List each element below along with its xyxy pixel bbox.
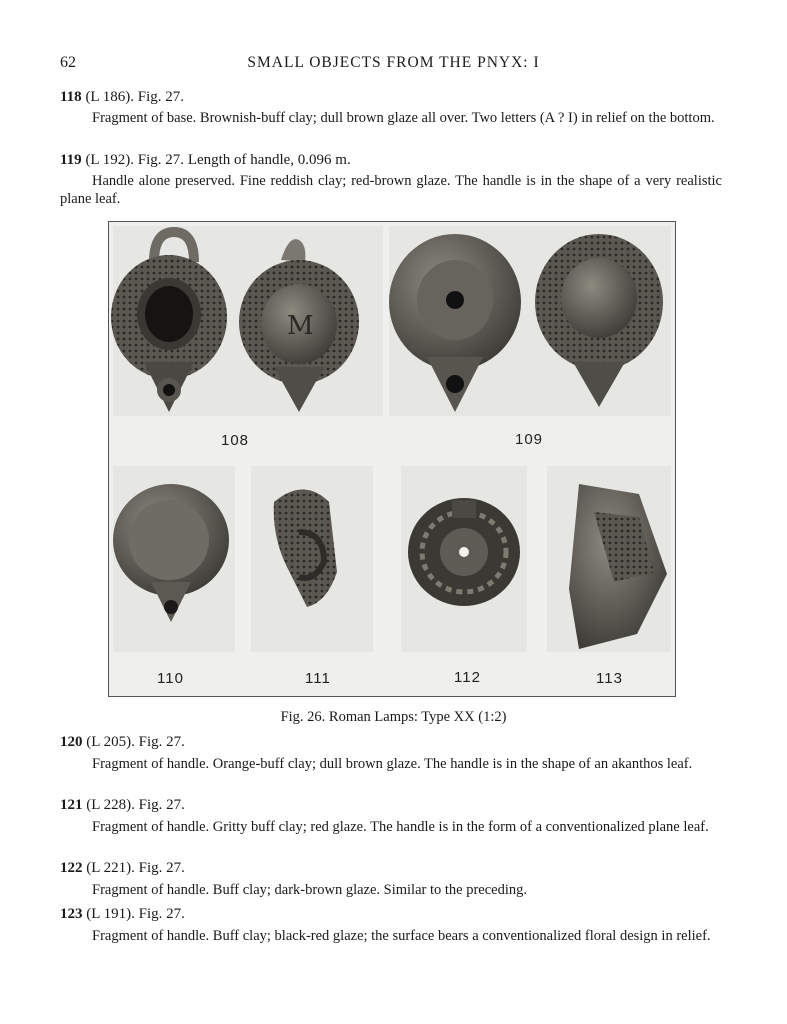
entry-122-text: Fragment of handle. Buff clay; dark-brown glaze. Similar to the preceding. (92, 882, 527, 898)
lamp-113-fragment (569, 484, 667, 649)
lamp-110 (113, 484, 229, 622)
lamp-109-bottom-view (535, 234, 663, 407)
entry-121-heading (60, 797, 185, 814)
entry-119-heading (60, 152, 351, 169)
entry-ref: (L 186). (85, 89, 135, 105)
entry-ref: (L 228). (86, 797, 135, 813)
entry-number: 123 (60, 906, 83, 922)
figure-caption: Fig. 26. Roman Lamps: Type XX (1:2) (280, 709, 507, 725)
entry-ref: (L 191). (86, 906, 135, 922)
lamp-108-bottom-view (239, 239, 359, 412)
figure-label-112: 112 (454, 669, 481, 686)
entry-number: 119 (60, 152, 82, 168)
entry-number: 120 (60, 734, 83, 750)
lamp-109-top-view (389, 234, 521, 412)
entry-118-heading (60, 89, 184, 106)
figure-label-109: 109 (515, 431, 544, 448)
entry-120-text: Fragment of handle. Orange-buff clay; dull brown glaze. The handle is in the shape of an akanthos leaf. (92, 756, 693, 772)
lamp-photographs (109, 222, 675, 696)
entry-123-text: Fragment of handle. Buff clay; black-red glaze; the surface bears a conventionalized floral design in relief. (92, 928, 711, 944)
entry-extra: Length of handle, 0.096 m. (187, 152, 351, 168)
entry-number: 121 (60, 797, 83, 813)
figure-label-113: 113 (596, 670, 623, 687)
entry-fig: Fig. 27. (137, 89, 185, 105)
entry-120-heading (60, 734, 185, 751)
figure-label-110: 110 (157, 670, 184, 687)
figure-label-108: 108 (221, 432, 250, 449)
figure-plate-roman-lamps (108, 221, 676, 697)
running-header-title: SMALL OBJECTS FROM THE PNYX: I (247, 54, 540, 71)
page-number: 62 (60, 54, 76, 71)
entry-121-text: Fragment of handle. Gritty buff clay; red glaze. The handle is in the form of a conventionalized plane leaf. (92, 819, 709, 835)
entry-119-text: Handle alone preserved. Fine reddish clay; red-brown glaze. The handle is in the shape of a very realistic plane leaf. (60, 173, 722, 207)
lamp-108-top-view (111, 232, 227, 412)
figure-label-111: 111 (305, 670, 331, 687)
svg-text:M: M (287, 311, 314, 341)
entry-number: 118 (60, 89, 82, 105)
entry-ref: (L 221). (86, 860, 135, 876)
entry-fig: Fig. 27. (138, 906, 185, 922)
entry-ref: (L 192). (85, 152, 135, 168)
lamp-111-fragment (274, 490, 337, 608)
entry-123-heading (60, 906, 185, 923)
entry-ref: (L 205). (86, 734, 135, 750)
entry-fig: Fig. 27. (137, 152, 185, 168)
entry-118-text: Fragment of base. Brownish-buff clay; dull brown glaze all over. Two letters (A ? I) in relief on the bottom. (92, 110, 715, 126)
entry-fig: Fig. 27. (138, 860, 185, 876)
entry-fig: Fig. 27. (138, 797, 185, 813)
lamp-112 (408, 498, 520, 606)
entry-122-heading (60, 860, 185, 877)
entry-number: 122 (60, 860, 83, 876)
entry-fig: Fig. 27. (138, 734, 185, 750)
